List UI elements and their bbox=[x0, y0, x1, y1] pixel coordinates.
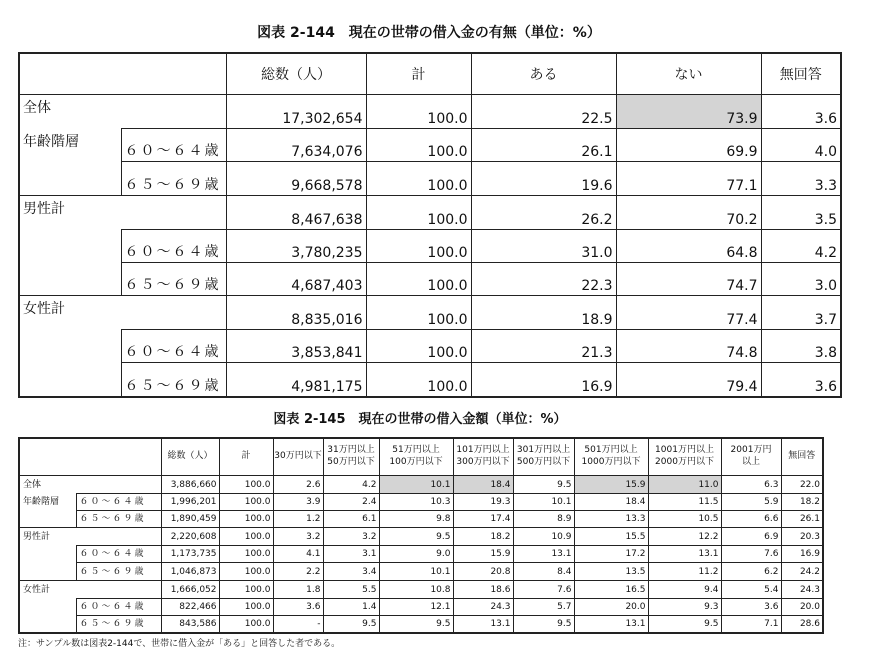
value-cell: 22.5 bbox=[471, 95, 616, 129]
header-row bbox=[19, 438, 823, 476]
value-cell: 9.5 bbox=[513, 475, 574, 493]
table2-section bbox=[18, 408, 870, 650]
value-cell: 7,634,076 bbox=[226, 129, 366, 162]
value-cell: 3.0 bbox=[761, 262, 841, 296]
value-cell: 6.3 bbox=[721, 475, 781, 493]
value-cell: 9.5 bbox=[379, 528, 453, 546]
value-cell: 4.1 bbox=[273, 546, 323, 563]
value-cell: 5.9 bbox=[721, 493, 781, 510]
value-cell: 8.4 bbox=[513, 563, 574, 581]
table-row bbox=[19, 262, 841, 296]
value-cell: 9.4 bbox=[648, 580, 721, 598]
value-cell: 9.5 bbox=[379, 615, 453, 633]
row-age-label: ６５～６９歳 bbox=[76, 510, 161, 528]
value-cell: 4.2 bbox=[323, 475, 379, 493]
column-header: 無回答 bbox=[781, 438, 823, 476]
column-header: 501万円以上 1000万円以下 bbox=[574, 438, 648, 476]
value-cell: 31.0 bbox=[471, 229, 616, 262]
value-cell: 18.9 bbox=[471, 296, 616, 330]
value-cell: 100.0 bbox=[219, 475, 273, 493]
value-cell: 20.0 bbox=[781, 598, 823, 615]
value-cell: 100.0 bbox=[219, 615, 273, 633]
table-note: 注：サンプル数は図表2-144で、世帯に借入金が「ある」と回答した者である。 bbox=[18, 639, 341, 649]
value-cell: 2.6 bbox=[273, 475, 323, 493]
value-cell: 100.0 bbox=[219, 528, 273, 546]
value-cell: 10.3 bbox=[379, 493, 453, 510]
row-group-label bbox=[19, 162, 121, 196]
value-cell: 13.3 bbox=[574, 510, 648, 528]
row-group-label: 年齢階層 bbox=[19, 493, 76, 510]
value-cell: 18.2 bbox=[781, 493, 823, 510]
value-cell: 16.9 bbox=[781, 546, 823, 563]
value-cell: 20.3 bbox=[781, 528, 823, 546]
table-row bbox=[19, 598, 823, 615]
column-header: 2001万円 以上 bbox=[721, 438, 781, 476]
value-cell: 7.6 bbox=[513, 580, 574, 598]
value-cell: 77.1 bbox=[616, 162, 761, 196]
value-cell: 6.1 bbox=[323, 510, 379, 528]
value-cell: 3,780,235 bbox=[226, 229, 366, 262]
value-cell: 1.4 bbox=[323, 598, 379, 615]
table-row bbox=[19, 296, 841, 330]
value-cell: 3.5 bbox=[761, 195, 841, 229]
value-cell: 100.0 bbox=[366, 330, 471, 363]
value-cell: 19.3 bbox=[453, 493, 513, 510]
value-cell: 6.9 bbox=[721, 528, 781, 546]
table-row bbox=[19, 493, 823, 510]
value-cell: 7.1 bbox=[721, 615, 781, 633]
value-cell: 79.4 bbox=[616, 363, 761, 397]
value-cell: 15.9 bbox=[574, 475, 648, 493]
row-group-label bbox=[19, 330, 121, 363]
table-row bbox=[19, 563, 823, 581]
row-group-label: 年齢階層 bbox=[19, 129, 121, 162]
value-cell: 24.3 bbox=[453, 598, 513, 615]
table-row bbox=[19, 580, 823, 598]
value-cell: 15.9 bbox=[453, 546, 513, 563]
value-cell: 100.0 bbox=[219, 563, 273, 581]
value-cell: 18.4 bbox=[574, 493, 648, 510]
column-header: 301万円以上 500万円以下 bbox=[513, 438, 574, 476]
row-group-label bbox=[19, 615, 76, 633]
column-header: 30万円以下 bbox=[273, 438, 323, 476]
value-cell: 3.2 bbox=[323, 528, 379, 546]
column-header: ない bbox=[616, 53, 761, 95]
value-cell: 3,886,660 bbox=[161, 475, 219, 493]
value-cell: 13.1 bbox=[453, 615, 513, 633]
value-cell: 18.4 bbox=[453, 475, 513, 493]
row-group-label bbox=[19, 510, 76, 528]
row-group-label bbox=[19, 363, 121, 397]
value-cell: 16.9 bbox=[471, 363, 616, 397]
value-cell: 8,467,638 bbox=[226, 195, 366, 229]
value-cell: 5.5 bbox=[323, 580, 379, 598]
table-row bbox=[19, 546, 823, 563]
row-group-label bbox=[19, 563, 76, 581]
value-cell: 1,173,735 bbox=[161, 546, 219, 563]
value-cell: 17.2 bbox=[574, 546, 648, 563]
row-group-label bbox=[19, 262, 121, 296]
debt-amount-table bbox=[18, 437, 824, 635]
value-cell: 9,668,578 bbox=[226, 162, 366, 196]
value-cell: 2.4 bbox=[323, 493, 379, 510]
value-cell: 13.1 bbox=[574, 615, 648, 633]
value-cell: 100.0 bbox=[219, 546, 273, 563]
value-cell: 12.1 bbox=[379, 598, 453, 615]
value-cell: 22.3 bbox=[471, 262, 616, 296]
table-row bbox=[19, 129, 841, 162]
table-row bbox=[19, 615, 823, 633]
value-cell: 100.0 bbox=[219, 580, 273, 598]
row-group-label: 女性計 bbox=[19, 580, 161, 598]
row-age-label: ６０～６４歳 bbox=[121, 330, 226, 363]
value-cell: 100.0 bbox=[366, 195, 471, 229]
column-header: 31万円以上 50万円以下 bbox=[323, 438, 379, 476]
table-row bbox=[19, 363, 841, 397]
value-cell: 21.3 bbox=[471, 330, 616, 363]
row-age-label: ６０～６４歳 bbox=[76, 546, 161, 563]
value-cell: 3.3 bbox=[761, 162, 841, 196]
value-cell: 1,890,459 bbox=[161, 510, 219, 528]
column-header: 無回答 bbox=[761, 53, 841, 95]
value-cell: 7.6 bbox=[721, 546, 781, 563]
value-cell: 9.5 bbox=[513, 615, 574, 633]
value-cell: 73.9 bbox=[616, 95, 761, 129]
column-header: 総数（人） bbox=[226, 53, 366, 95]
value-cell: 70.2 bbox=[616, 195, 761, 229]
value-cell: 10.9 bbox=[513, 528, 574, 546]
value-cell: 6.2 bbox=[721, 563, 781, 581]
value-cell: 28.6 bbox=[781, 615, 823, 633]
table-row bbox=[19, 475, 823, 493]
value-cell: 100.0 bbox=[366, 296, 471, 330]
row-group-label: 全体 bbox=[19, 95, 226, 129]
value-cell: 100.0 bbox=[366, 95, 471, 129]
value-cell: 100.0 bbox=[219, 493, 273, 510]
value-cell: 1,046,873 bbox=[161, 563, 219, 581]
value-cell: 100.0 bbox=[366, 229, 471, 262]
value-cell: 3.4 bbox=[323, 563, 379, 581]
value-cell: 11.5 bbox=[648, 493, 721, 510]
table2-title: 図表 2-145 現在の世帯の借入金額（単位：%） bbox=[273, 411, 567, 427]
row-group-label: 全体 bbox=[19, 475, 161, 493]
value-cell: 13.5 bbox=[574, 563, 648, 581]
value-cell: 17,302,654 bbox=[226, 95, 366, 129]
value-cell: 20.0 bbox=[574, 598, 648, 615]
value-cell: 2.2 bbox=[273, 563, 323, 581]
table-row bbox=[19, 195, 841, 229]
value-cell: 10.5 bbox=[648, 510, 721, 528]
value-cell: 11.0 bbox=[648, 475, 721, 493]
value-cell: 5.4 bbox=[721, 580, 781, 598]
table-row bbox=[19, 330, 841, 363]
row-age-label: ６５～６９歳 bbox=[121, 363, 226, 397]
value-cell: 4.0 bbox=[761, 129, 841, 162]
value-cell: 24.3 bbox=[781, 580, 823, 598]
row-age-label: ６０～６４歳 bbox=[76, 598, 161, 615]
row-age-label: ６０～６４歳 bbox=[121, 229, 226, 262]
value-cell: 100.0 bbox=[219, 510, 273, 528]
table-row bbox=[19, 510, 823, 528]
row-group-label bbox=[19, 546, 76, 563]
value-cell: 2,220,608 bbox=[161, 528, 219, 546]
value-cell: 77.4 bbox=[616, 296, 761, 330]
row-age-label: ６５～６９歳 bbox=[76, 615, 161, 633]
value-cell: 4,981,175 bbox=[226, 363, 366, 397]
value-cell: 9.3 bbox=[648, 598, 721, 615]
value-cell: 5.7 bbox=[513, 598, 574, 615]
value-cell: 64.8 bbox=[616, 229, 761, 262]
value-cell: 100.0 bbox=[366, 162, 471, 196]
debt-presence-table bbox=[18, 52, 842, 398]
column-header: 計 bbox=[366, 53, 471, 95]
value-cell: 9.5 bbox=[323, 615, 379, 633]
row-age-label: ６０～６４歳 bbox=[121, 129, 226, 162]
row-age-label: ６５～６９歳 bbox=[76, 563, 161, 581]
value-cell: 100.0 bbox=[366, 129, 471, 162]
value-cell: 13.1 bbox=[648, 546, 721, 563]
value-cell: 3,853,841 bbox=[226, 330, 366, 363]
value-cell: 15.5 bbox=[574, 528, 648, 546]
table1-title: 図表 2-144 現在の世帯の借入金の有無（単位：%） bbox=[257, 25, 601, 41]
table1-section bbox=[18, 0, 870, 398]
table-row bbox=[19, 95, 841, 129]
value-cell: 10.8 bbox=[379, 580, 453, 598]
value-cell: 843,586 bbox=[161, 615, 219, 633]
table-row bbox=[19, 229, 841, 262]
value-cell: 3.2 bbox=[273, 528, 323, 546]
value-cell: 10.1 bbox=[513, 493, 574, 510]
value-cell: 11.2 bbox=[648, 563, 721, 581]
value-cell: 10.1 bbox=[379, 475, 453, 493]
row-age-label: ６５～６９歳 bbox=[121, 162, 226, 196]
table-row bbox=[19, 162, 841, 196]
value-cell: 9.0 bbox=[379, 546, 453, 563]
column-header: 51万円以上 100万円以下 bbox=[379, 438, 453, 476]
value-cell: 10.1 bbox=[379, 563, 453, 581]
value-cell: 6.6 bbox=[721, 510, 781, 528]
value-cell: 1,666,052 bbox=[161, 580, 219, 598]
value-cell: 3.6 bbox=[721, 598, 781, 615]
value-cell: 26.1 bbox=[471, 129, 616, 162]
value-cell: 1,996,201 bbox=[161, 493, 219, 510]
row-age-label: ６０～６４歳 bbox=[76, 493, 161, 510]
column-header: 総数（人） bbox=[161, 438, 219, 476]
value-cell: 3.9 bbox=[273, 493, 323, 510]
value-cell: 18.2 bbox=[453, 528, 513, 546]
value-cell: 26.1 bbox=[781, 510, 823, 528]
value-cell: 100.0 bbox=[366, 262, 471, 296]
value-cell: 22.0 bbox=[781, 475, 823, 493]
header-blank bbox=[19, 438, 161, 476]
value-cell: 26.2 bbox=[471, 195, 616, 229]
value-cell: 8.9 bbox=[513, 510, 574, 528]
column-header: 1001万円以上 2000万円以下 bbox=[648, 438, 721, 476]
value-cell: 9.8 bbox=[379, 510, 453, 528]
value-cell: 20.8 bbox=[453, 563, 513, 581]
value-cell: 74.8 bbox=[616, 330, 761, 363]
value-cell: 74.7 bbox=[616, 262, 761, 296]
value-cell: 3.6 bbox=[273, 598, 323, 615]
value-cell: 8,835,016 bbox=[226, 296, 366, 330]
value-cell: 3.6 bbox=[761, 95, 841, 129]
row-group-label bbox=[19, 598, 76, 615]
column-header: 101万円以上 300万円以下 bbox=[453, 438, 513, 476]
value-cell: 4,687,403 bbox=[226, 262, 366, 296]
value-cell: 3.8 bbox=[761, 330, 841, 363]
value-cell: 3.7 bbox=[761, 296, 841, 330]
value-cell: 100.0 bbox=[219, 598, 273, 615]
value-cell: 822,466 bbox=[161, 598, 219, 615]
value-cell: 13.1 bbox=[513, 546, 574, 563]
value-cell: 69.9 bbox=[616, 129, 761, 162]
value-cell: 12.2 bbox=[648, 528, 721, 546]
table-row bbox=[19, 528, 823, 546]
row-group-label: 男性計 bbox=[19, 528, 161, 546]
value-cell: 17.4 bbox=[453, 510, 513, 528]
value-cell: 1.2 bbox=[273, 510, 323, 528]
column-header: ある bbox=[471, 53, 616, 95]
value-cell: 3.6 bbox=[761, 363, 841, 397]
value-cell: 1.8 bbox=[273, 580, 323, 598]
row-age-label: ６５～６９歳 bbox=[121, 262, 226, 296]
value-cell: - bbox=[273, 615, 323, 633]
value-cell: 16.5 bbox=[574, 580, 648, 598]
column-header: 計 bbox=[219, 438, 273, 476]
value-cell: 18.6 bbox=[453, 580, 513, 598]
row-group-label: 女性計 bbox=[19, 296, 226, 330]
value-cell: 4.2 bbox=[761, 229, 841, 262]
value-cell: 3.1 bbox=[323, 546, 379, 563]
value-cell: 19.6 bbox=[471, 162, 616, 196]
row-group-label: 男性計 bbox=[19, 195, 226, 229]
value-cell: 24.2 bbox=[781, 563, 823, 581]
header-blank bbox=[19, 53, 226, 95]
value-cell: 100.0 bbox=[366, 363, 471, 397]
header-row bbox=[19, 53, 841, 95]
row-group-label bbox=[19, 229, 121, 262]
value-cell: 9.5 bbox=[648, 615, 721, 633]
